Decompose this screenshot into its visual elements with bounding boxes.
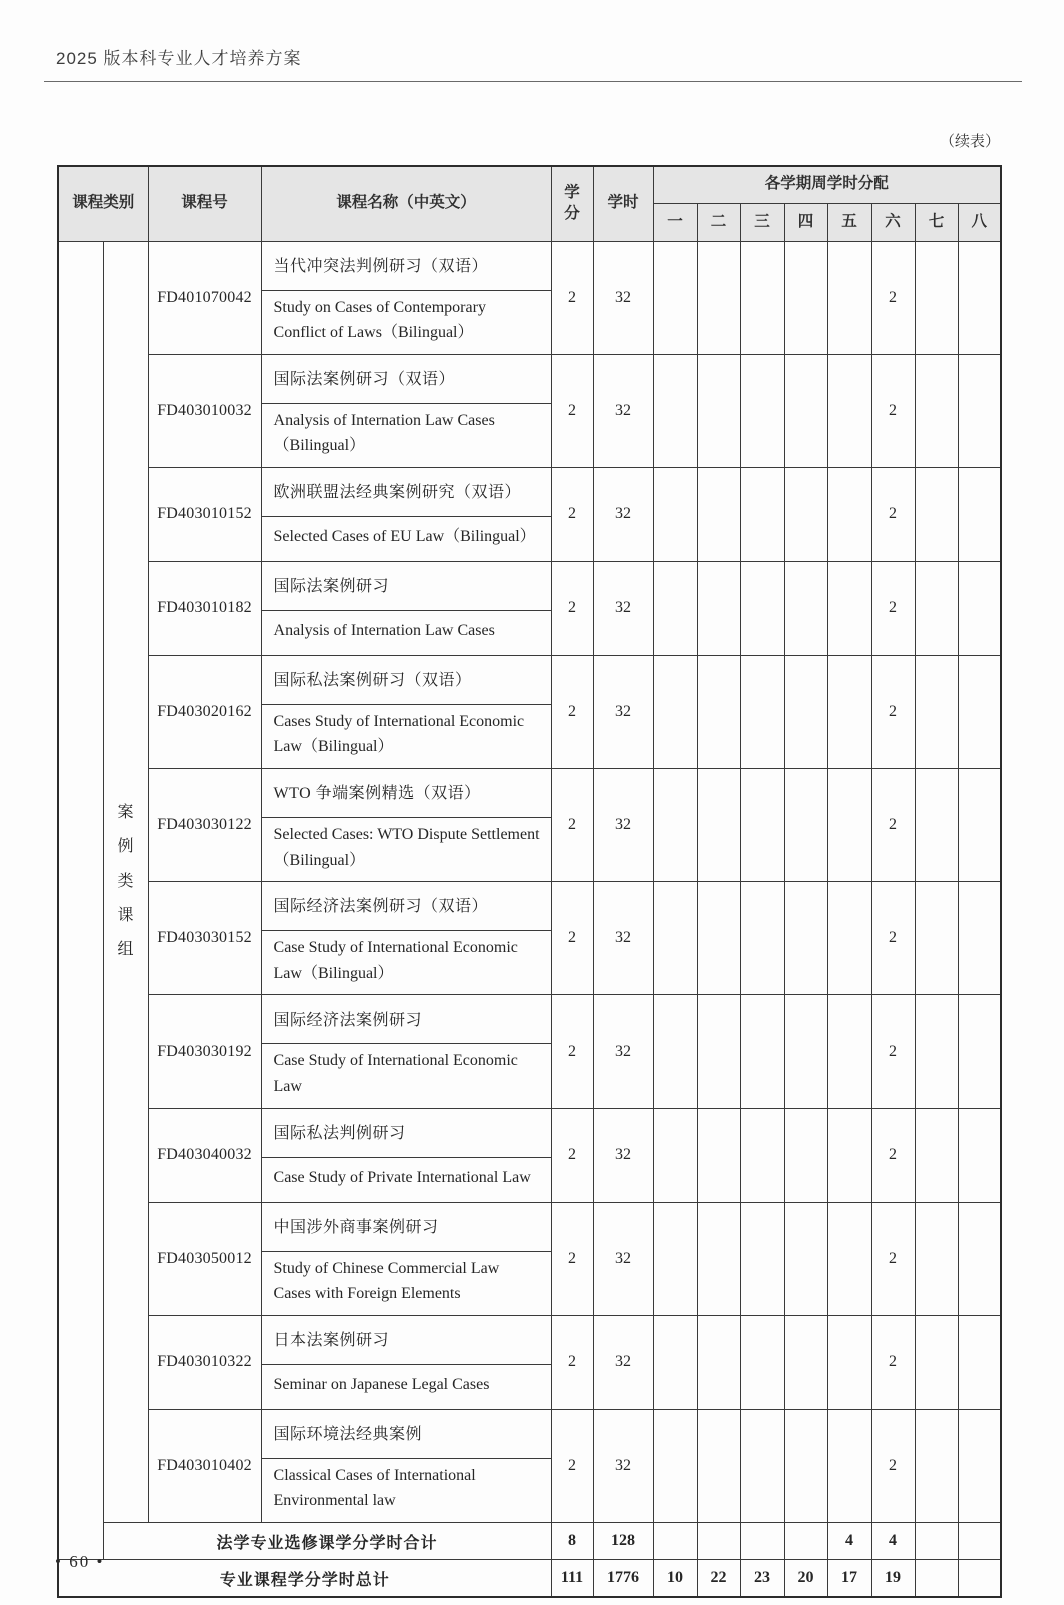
category-group-label: 案例类课组 (117, 803, 134, 959)
course-code: FD403010402 (148, 1409, 261, 1522)
semester-cell (740, 1202, 784, 1315)
header-semester-7: 七 (915, 203, 958, 241)
semester-cell (915, 1202, 958, 1315)
semester-cell (697, 241, 740, 354)
table-header (58, 166, 1001, 241)
course-name-en: Analysis of Internation Law Cases (261, 610, 551, 655)
semester-cell (697, 354, 740, 467)
elective-total-label: 法学专业选修课学分学时合计 (103, 1523, 551, 1560)
semester-cell (915, 655, 958, 768)
course-name-zh: 国际环境法经典案例 (261, 1409, 551, 1458)
header-divider (44, 81, 1022, 82)
course-name-zh: 国际法案例研习（双语） (261, 354, 551, 403)
semester-cell: 2 (871, 467, 915, 561)
course-code: FD403040032 (148, 1108, 261, 1202)
semester-cell (958, 1202, 1001, 1315)
course-credits: 2 (551, 769, 593, 882)
semester-cell: 4 (827, 1523, 871, 1560)
semester-cell (653, 769, 697, 882)
course-hours: 32 (593, 995, 653, 1108)
semester-cell: 2 (871, 1108, 915, 1202)
semester-cell: 4 (871, 1523, 915, 1560)
semester-cell (697, 1409, 740, 1522)
semester-cell (827, 1315, 871, 1409)
semester-cell (958, 882, 1001, 995)
semester-cell (653, 1523, 697, 1560)
semester-cell (697, 467, 740, 561)
semester-cell: 2 (871, 882, 915, 995)
semester-cell (915, 1409, 958, 1522)
course-name-zh: 当代冲突法判例研习（双语） (261, 241, 551, 290)
header-semester-2: 二 (697, 203, 740, 241)
semester-cell (784, 1108, 827, 1202)
elective-total-hours: 128 (593, 1523, 653, 1560)
semester-cell: 17 (827, 1560, 871, 1598)
grand-total-label: 专业课程学分学时总计 (58, 1560, 551, 1598)
course-name-en: Analysis of Internation Law Cases（Bilingual） (261, 403, 551, 467)
continued-table-note: （续表） (939, 134, 1000, 150)
semester-cell (740, 769, 784, 882)
header-row-1 (58, 166, 1001, 203)
course-name-zh: 欧洲联盟法经典案例研究（双语） (261, 467, 551, 516)
semester-cell: 2 (871, 1202, 915, 1315)
semester-cell: 23 (740, 1560, 784, 1598)
course-code: FD403010032 (148, 354, 261, 467)
semester-cell (740, 1523, 784, 1560)
semester-cell (915, 241, 958, 354)
semester-cell: 22 (697, 1560, 740, 1598)
course-row (58, 467, 1001, 516)
header-semester-5: 五 (827, 203, 871, 241)
course-row (58, 1409, 1001, 1458)
semester-cell (827, 769, 871, 882)
semester-cell (915, 467, 958, 561)
course-credits: 2 (551, 1202, 593, 1315)
course-name-en: Cases Study of International Economic Law（Bilingual） (261, 704, 551, 768)
course-name-zh: 国际法案例研习 (261, 561, 551, 610)
course-code: FD403010322 (148, 1315, 261, 1409)
course-code: FD403030122 (148, 769, 261, 882)
course-name-zh: 国际私法案例研习（双语） (261, 655, 551, 704)
semester-cell (784, 1202, 827, 1315)
semester-cell (740, 561, 784, 655)
semester-cell (740, 241, 784, 354)
semester-cell (915, 882, 958, 995)
semester-cell (740, 354, 784, 467)
semester-cell (653, 561, 697, 655)
course-hours: 32 (593, 561, 653, 655)
semester-cell (915, 354, 958, 467)
course-code: FD403010182 (148, 561, 261, 655)
semester-cell (827, 655, 871, 768)
course-hours: 32 (593, 769, 653, 882)
curriculum-table (57, 165, 1002, 1598)
course-code: FD403030152 (148, 882, 261, 995)
semester-cell (740, 995, 784, 1108)
course-row (58, 655, 1001, 704)
semester-cell: 2 (871, 354, 915, 467)
course-name-en: Case Study of Private International Law (261, 1157, 551, 1202)
semester-cell (653, 1315, 697, 1409)
course-name-zh: 国际经济法案例研习 (261, 995, 551, 1044)
course-row (58, 882, 1001, 931)
semester-cell (740, 1315, 784, 1409)
semester-cell: 2 (871, 769, 915, 882)
semester-cell (827, 882, 871, 995)
curriculum-table-container (57, 165, 1002, 1598)
semester-cell (958, 561, 1001, 655)
semester-cell (784, 769, 827, 882)
header-hours: 学时 (593, 166, 653, 241)
course-hours: 32 (593, 467, 653, 561)
course-credits: 2 (551, 241, 593, 354)
semester-cell (958, 1315, 1001, 1409)
semester-cell (958, 995, 1001, 1108)
semester-cell: 2 (871, 655, 915, 768)
header-semester-6: 六 (871, 203, 915, 241)
course-credits: 2 (551, 1315, 593, 1409)
semester-cell (784, 655, 827, 768)
semester-cell (740, 655, 784, 768)
course-code: FD403050012 (148, 1202, 261, 1315)
course-name-en: Classical Cases of International Environmental law (261, 1458, 551, 1522)
semester-cell: 2 (871, 241, 915, 354)
grand-total-row (58, 1560, 1001, 1598)
course-row (58, 561, 1001, 610)
semester-cell (697, 882, 740, 995)
semester-cell (915, 769, 958, 882)
course-code: FD401070042 (148, 241, 261, 354)
semester-cell (958, 241, 1001, 354)
course-name-en: Case Study of International Economic Law（Bilingual） (261, 931, 551, 995)
course-hours: 32 (593, 882, 653, 995)
document-title: 2025 版本科专业人才培养方案 (56, 49, 302, 68)
semester-cell (697, 655, 740, 768)
semester-cell: 20 (784, 1560, 827, 1598)
semester-cell (740, 467, 784, 561)
semester-cell: 2 (871, 1315, 915, 1409)
semester-cell (958, 354, 1001, 467)
semester-cell (653, 241, 697, 354)
semester-cell (915, 561, 958, 655)
course-hours: 32 (593, 1108, 653, 1202)
semester-cell (653, 995, 697, 1108)
header-semester-4: 四 (784, 203, 827, 241)
semester-cell (697, 561, 740, 655)
semester-cell: 2 (871, 561, 915, 655)
course-row (58, 1315, 1001, 1364)
course-name-en: Selected Cases of EU Law（Bilingual） (261, 516, 551, 561)
semester-cell (915, 1315, 958, 1409)
semester-cell (958, 1560, 1001, 1598)
semester-cell (958, 1108, 1001, 1202)
semester-cell (784, 1523, 827, 1560)
semester-cell (958, 769, 1001, 882)
course-hours: 32 (593, 655, 653, 768)
course-credits: 2 (551, 467, 593, 561)
course-credits: 2 (551, 1409, 593, 1522)
semester-cell (653, 467, 697, 561)
course-credits: 2 (551, 561, 593, 655)
semester-cell (827, 354, 871, 467)
semester-cell (827, 1202, 871, 1315)
semester-cell (827, 1409, 871, 1522)
course-name-zh: 国际私法判例研习 (261, 1108, 551, 1157)
semester-cell (697, 1202, 740, 1315)
course-credits: 2 (551, 354, 593, 467)
semester-cell (784, 1409, 827, 1522)
semester-cell (697, 1315, 740, 1409)
semester-cell (740, 1108, 784, 1202)
course-hours: 32 (593, 1315, 653, 1409)
semester-cell (958, 1409, 1001, 1522)
semester-cell (653, 1409, 697, 1522)
course-code: FD403020162 (148, 655, 261, 768)
grand-total-hours: 1776 (593, 1560, 653, 1598)
semester-cell (958, 467, 1001, 561)
header-semester-group: 各学期周学时分配 (653, 166, 1001, 203)
table-body (58, 241, 1001, 1597)
semester-cell (784, 467, 827, 561)
course-row (58, 1202, 1001, 1251)
semester-cell (784, 1315, 827, 1409)
course-code: FD403030192 (148, 995, 261, 1108)
course-name-zh: WTO 争端案例精选（双语） (261, 769, 551, 818)
course-name-zh: 日本法案例研习 (261, 1315, 551, 1364)
semester-cell: 10 (653, 1560, 697, 1598)
semester-cell (653, 1202, 697, 1315)
semester-cell (697, 1523, 740, 1560)
header-semester-8: 八 (958, 203, 1001, 241)
semester-cell (827, 995, 871, 1108)
category-cell-outer (58, 241, 103, 1560)
course-row (58, 241, 1001, 290)
semester-cell (915, 1560, 958, 1598)
course-credits: 2 (551, 655, 593, 768)
course-name-en: Seminar on Japanese Legal Cases (261, 1364, 551, 1409)
grand-total-credits: 111 (551, 1560, 593, 1598)
semester-cell (827, 561, 871, 655)
semester-cell (784, 561, 827, 655)
semester-cell (740, 1409, 784, 1522)
course-name-en: Selected Cases: WTO Dispute Settlement（Bilingual） (261, 818, 551, 882)
semester-cell (653, 354, 697, 467)
course-row (58, 769, 1001, 818)
semester-cell (784, 995, 827, 1108)
semester-cell (827, 1108, 871, 1202)
course-credits: 2 (551, 995, 593, 1108)
page-number: • 60 • (55, 1552, 105, 1571)
semester-cell: 19 (871, 1560, 915, 1598)
course-credits: 2 (551, 882, 593, 995)
semester-cell (784, 882, 827, 995)
semester-cell (958, 1523, 1001, 1560)
semester-cell: 2 (871, 995, 915, 1108)
course-hours: 32 (593, 1409, 653, 1522)
semester-cell (784, 354, 827, 467)
course-code: FD403010152 (148, 467, 261, 561)
semester-cell (697, 995, 740, 1108)
semester-cell (827, 467, 871, 561)
header-semester-1: 一 (653, 203, 697, 241)
header-semester-3: 三 (740, 203, 784, 241)
semester-cell (653, 655, 697, 768)
course-row (58, 354, 1001, 403)
course-hours: 32 (593, 1202, 653, 1315)
category-cell-inner (103, 241, 148, 1523)
semester-cell (697, 1108, 740, 1202)
elective-total-row (58, 1523, 1001, 1560)
semester-cell (784, 241, 827, 354)
semester-cell (915, 1523, 958, 1560)
semester-cell: 2 (871, 1409, 915, 1522)
semester-cell (653, 882, 697, 995)
course-name-en: Study on Cases of Contemporary Conflict of Laws（Bilingual） (261, 290, 551, 354)
course-hours: 32 (593, 354, 653, 467)
course-name-en: Case Study of International Economic Law (261, 1044, 551, 1108)
semester-cell (653, 1108, 697, 1202)
course-name-en: Study of Chinese Commercial Law Cases with Foreign Elements (261, 1251, 551, 1315)
semester-cell (697, 769, 740, 882)
course-name-zh: 国际经济法案例研习（双语） (261, 882, 551, 931)
semester-cell (958, 655, 1001, 768)
course-row (58, 995, 1001, 1044)
course-credits: 2 (551, 1108, 593, 1202)
semester-cell (915, 995, 958, 1108)
header-credits: 学分 (551, 166, 593, 241)
course-hours: 32 (593, 241, 653, 354)
semester-cell (827, 241, 871, 354)
course-name-zh: 中国涉外商事案例研习 (261, 1202, 551, 1251)
header-course-no: 课程号 (148, 166, 261, 241)
header-category: 课程类别 (58, 166, 148, 241)
semester-cell (915, 1108, 958, 1202)
elective-total-credits: 8 (551, 1523, 593, 1560)
semester-cell (740, 882, 784, 995)
course-row (58, 1108, 1001, 1157)
header-course-name: 课程名称（中英文） (261, 166, 551, 241)
